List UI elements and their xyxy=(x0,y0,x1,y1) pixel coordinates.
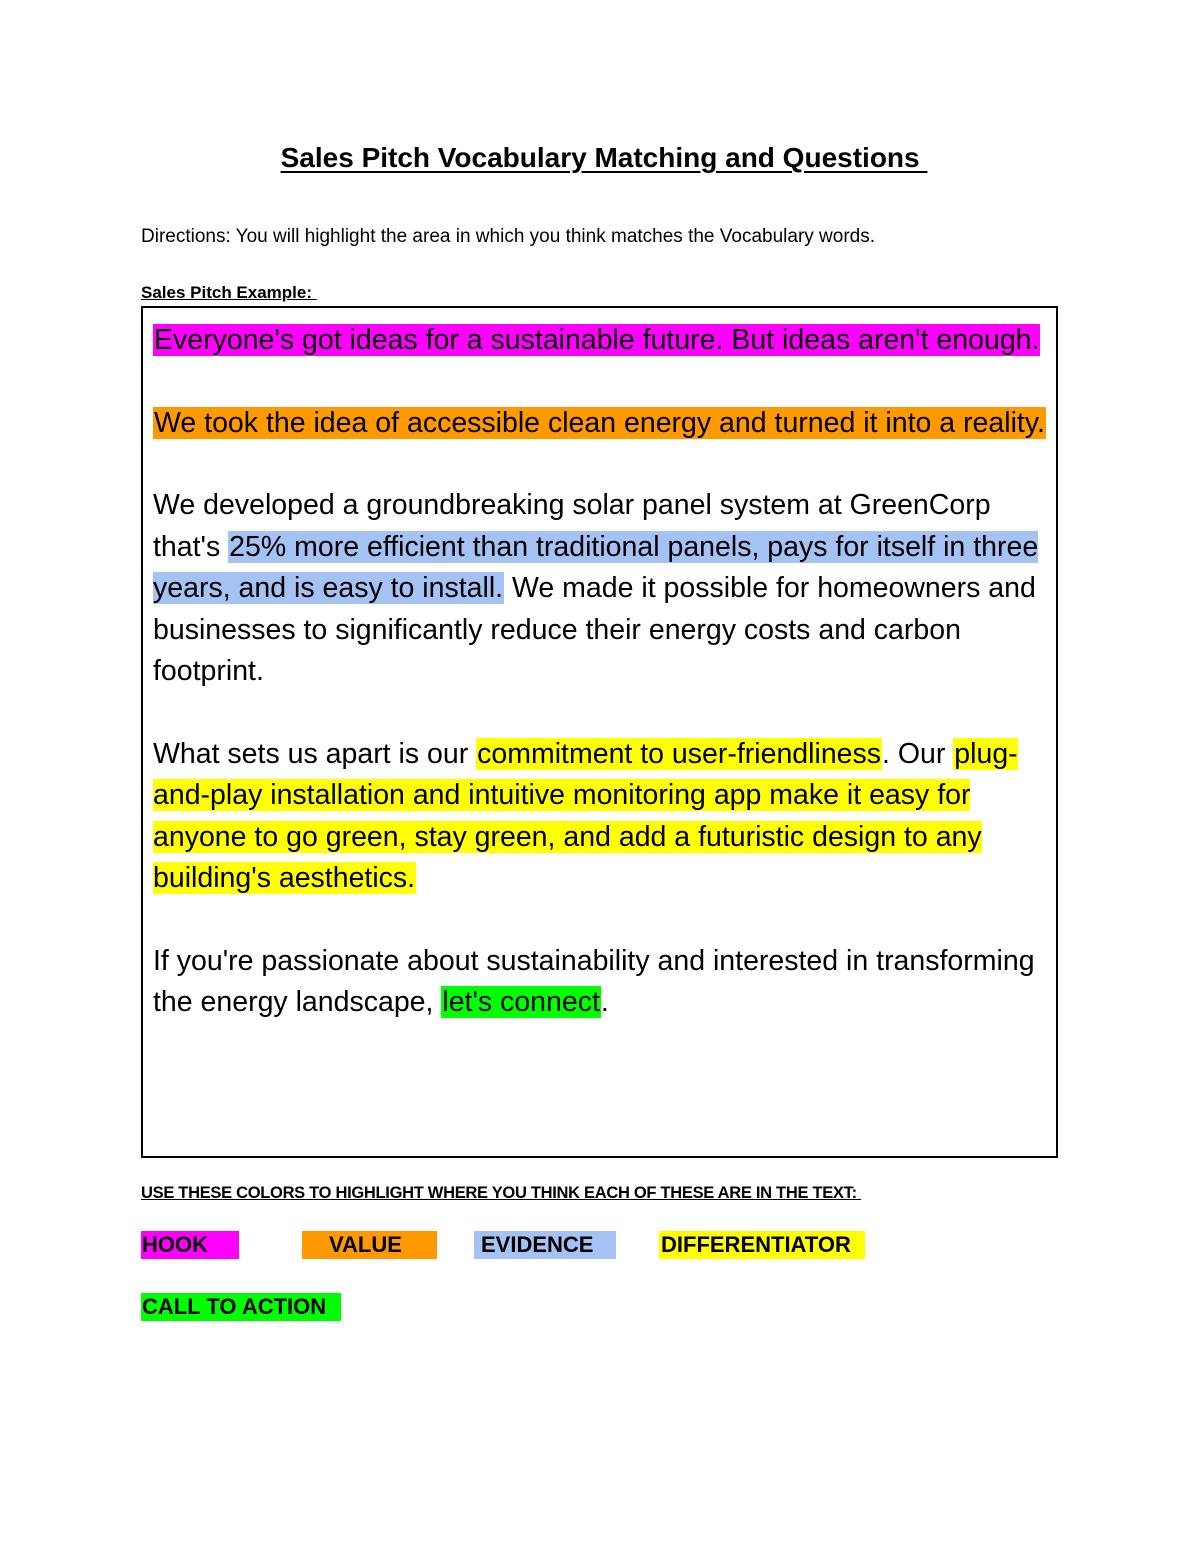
legend-call-to-action: CALL TO ACTION xyxy=(141,1293,341,1321)
pitch-paragraph-differentiator xyxy=(153,734,1048,900)
pitch-box xyxy=(141,306,1058,1158)
value-highlight: We took the idea of accessible clean energy and turned it into a reality. xyxy=(154,406,1045,439)
legend-value: VALUE xyxy=(302,1231,437,1259)
example-label: Sales Pitch Example: xyxy=(141,283,317,302)
legend-differentiator: DIFFERENTIATOR xyxy=(659,1231,865,1259)
pitch-paragraph-call-to-action xyxy=(153,941,1048,1024)
pitch-paragraph-hook xyxy=(153,320,1048,362)
pitch-paragraph-evidence xyxy=(153,485,1048,693)
pitch-text: We made it possible for homeowners and businesses to significantly reduce their energy costs and carbon footprint. xyxy=(153,572,1036,687)
pitch-text: . Our xyxy=(882,737,954,770)
highlight-instruction: USE THESE COLORS TO HIGHLIGHT WHERE YOU THINK EACH OF THESE ARE IN THE TEXT: xyxy=(141,1184,862,1202)
page-title: Sales Pitch Vocabulary Matching and Questions xyxy=(280,142,928,173)
call-to-action-highlight: let's connect xyxy=(442,986,600,1018)
differentiator-highlight: commitment to user-friendliness xyxy=(477,737,882,770)
pitch-text: If you're passionate about sustainability and interested in transforming the energy landscape, xyxy=(153,944,1035,1018)
pitch-text: . xyxy=(600,986,609,1018)
directions-text: Directions: You will highlight the area in which you think matches the Vocabulary words. xyxy=(141,226,876,247)
hook-highlight: Everyone's got ideas for a sustainable future. But ideas aren't enough. xyxy=(154,324,1040,356)
pitch-text: What sets us apart is our xyxy=(153,737,477,770)
evidence-highlight: 25% more efficient than traditional panels, pays for itself in three years, and is easy to install. xyxy=(153,530,1039,604)
legend-evidence: EVIDENCE xyxy=(474,1231,616,1259)
differentiator-highlight: plug-and-play installation and intuitive monitoring app make it easy for anyone to go green, stay green, and add a futuristic design to any building's aesthetics. xyxy=(153,737,1018,894)
pitch-text: We developed a groundbreaking solar panel system at GreenCorp that's xyxy=(153,489,991,563)
pitch-paragraph-value xyxy=(153,403,1048,445)
legend-hook: HOOK xyxy=(141,1231,239,1259)
